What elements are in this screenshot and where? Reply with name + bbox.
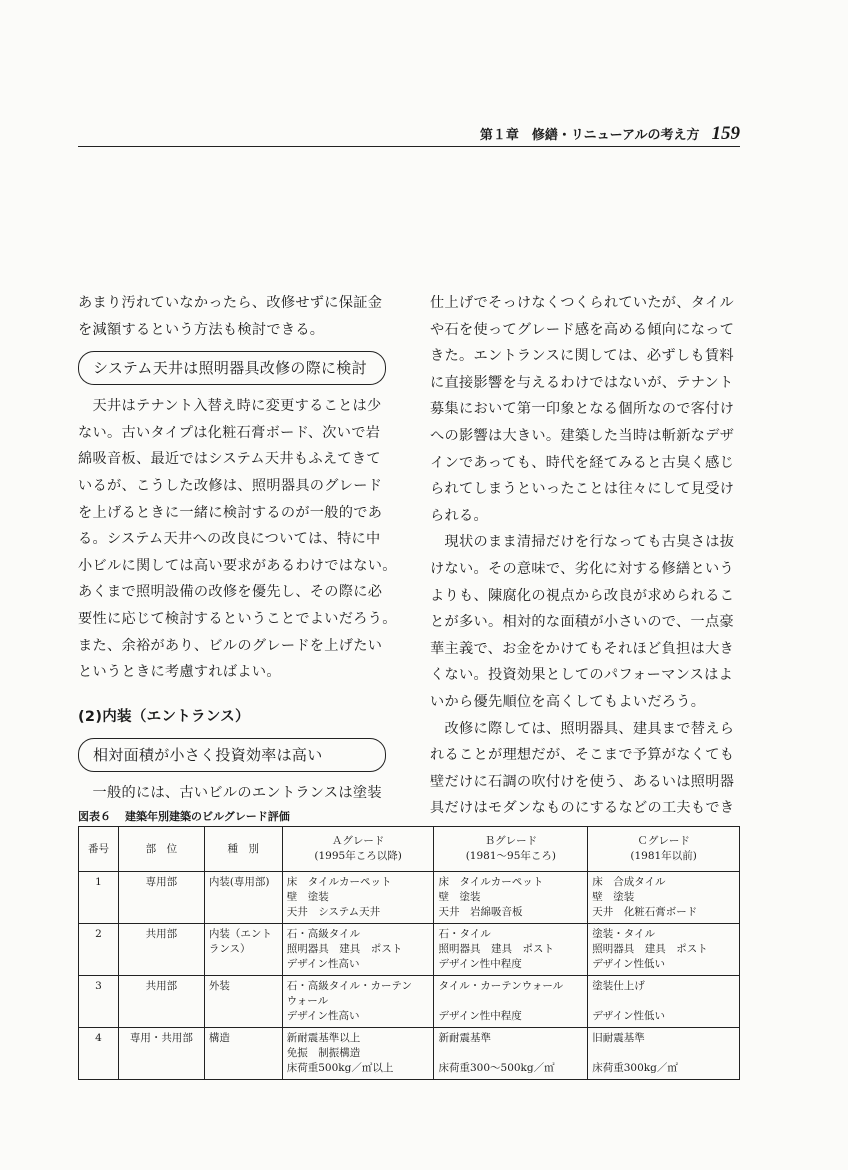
- header-no: 番号: [79, 827, 119, 872]
- cell-part: 共用部: [118, 976, 204, 1028]
- cell-grade-c: [588, 924, 740, 976]
- header-grade-c: [588, 827, 740, 872]
- cell-grade-a: [282, 872, 434, 924]
- header-part: 部 位: [118, 827, 204, 872]
- cell-kind: 内装（エントランス）: [204, 924, 282, 976]
- cell-kind: 構造: [204, 1028, 282, 1080]
- cell-line: デザイン性中程度: [438, 958, 522, 970]
- cell-kind: 内装(専用部): [204, 872, 282, 924]
- cell-grade-b: [434, 976, 588, 1028]
- cell-line: 石・タイル: [438, 928, 491, 940]
- cell-line: 天井 化粧石膏ボード: [592, 906, 698, 918]
- page-number: 159: [711, 123, 740, 144]
- cell-line: 石・高級タイル・カーテン: [286, 980, 412, 992]
- cell-line: 新耐震基準以上: [286, 1032, 361, 1044]
- right-paragraph-1: 仕上げでそっけなくつくられていたが、タイル や石を使ってグレード感を高める傾向になって きた。エントランスに関しては、必ずしも賃料 に直接影響を与えるわけではないが、テナント 募集において第一印象となる個所なので客付け への影響は大きい。建築した当時は斬新なデザ インであっても、時代を経てみると古臭く感じ られてしまうといったことは往々にして見受け られる。: [430, 295, 735, 524]
- grade-c-title: Ｃグレード: [637, 835, 690, 847]
- grade-table: [78, 826, 740, 1080]
- cell-line: 塗装・タイル: [592, 928, 656, 940]
- cell-no: 1: [79, 872, 119, 924]
- cell-line: ウォール: [286, 995, 329, 1007]
- cell-line: [438, 1046, 583, 1061]
- caption-number: 図表６: [78, 810, 111, 823]
- cell-grade-b: [434, 1028, 588, 1080]
- cell-line: [592, 1046, 735, 1061]
- cell-line: 壁 塗装: [438, 891, 481, 903]
- cell-part: 専用部: [118, 872, 204, 924]
- grade-b-sub: (1981～95年ころ): [465, 850, 556, 862]
- table-row: [79, 1028, 740, 1080]
- cell-line: デザイン性高い: [286, 958, 360, 970]
- cell-line: 床荷重500kg／㎡以上: [286, 1062, 394, 1074]
- section-heading-interior: (2)内装（エントランス）: [78, 708, 250, 725]
- cell-line: 新耐震基準: [438, 1032, 491, 1044]
- cell-no: 4: [79, 1028, 119, 1080]
- cell-line: 床荷重300～500kg／㎡: [438, 1062, 555, 1074]
- chapter-title: 第１章 修繕・リニューアルの考え方: [479, 128, 700, 143]
- cell-grade-a: [282, 924, 434, 976]
- cell-line: 床荷重300kg／㎡: [592, 1062, 678, 1074]
- cell-line: 照明器具 建具 ポスト: [438, 943, 554, 955]
- table-row: [79, 924, 740, 976]
- header-grade-b: [434, 827, 588, 872]
- cell-line: 照明器具 建具 ポスト: [592, 943, 708, 955]
- cell-line: 床 合成タイル: [592, 876, 666, 888]
- right-column: [430, 290, 750, 822]
- cell-line: 壁 塗装: [592, 891, 635, 903]
- cell-grade-b: [434, 924, 588, 976]
- running-header: [78, 122, 740, 147]
- left-paragraph-3: 一般的には、古いビルのエントランスは塗装: [78, 785, 382, 802]
- subheading-box-ceiling: システム天井は照明器具改修の際に検討: [78, 351, 386, 385]
- subheading-box-efficiency: 相対面積が小さく投資効率は高い: [78, 738, 386, 772]
- left-paragraph-2: 天井はテナント入替え時に変更することは少 ない。古いタイプは化粧石膏ボード、次いで岩 綿吸音板、最近ではシステム天井もふえてきて いるが、こうした改修は、照明器具のグレード を上げるときに一緒に検討するのが一般的であ る。システム天井への改良については、特に中 小ビルに関しては高い要求があるわけではない。 あくまで照明設備の改修を優先し、その際に必 要性に応じて検討するということでよいだろう。 また、余裕があり、ビルのグレードを上げたい というときに考慮すればよい。: [78, 398, 397, 681]
- cell-grade-c: [588, 872, 740, 924]
- cell-line: デザイン性低い: [592, 958, 665, 970]
- cell-line: 床 タイルカーペット: [438, 876, 544, 888]
- table-caption: [78, 808, 304, 824]
- grade-a-title: Ａグレード: [331, 835, 385, 847]
- cell-line: 塗装仕上げ: [592, 980, 645, 992]
- cell-part: 専用・共用部: [118, 1028, 204, 1080]
- cell-line: 天井 岩綿吸音板: [438, 906, 523, 918]
- table-header-row: [79, 827, 740, 872]
- right-paragraph-3: 改修に際しては、照明器具、建具まで替えら れることが理想だが、そこまで予算がなくても 壁だけに石調の吹付けを使う、あるいは照明器 具だけはモダンなものにするなどの工夫もでき: [430, 720, 735, 817]
- cell-grade-c: [588, 1028, 740, 1080]
- cell-line: 天井 システム天井: [286, 906, 381, 918]
- header-grade-a: [282, 827, 434, 872]
- header-kind: 種 別: [204, 827, 282, 872]
- right-paragraph-2: 現状のまま清掃だけを行なっても古臭さは抜 けない。その意味で、劣化に対する修繕という よりも、陳腐化の視点から改良が求められるこ とが多い。相対的な面積が小さいので、一点豪 華主義で、お金をかけてもそれほど負担は大き くない。投資効果としてのパフォーマンスはよ いから優先順位を高くしてもよいだろう。: [430, 534, 735, 710]
- cell-line: 照明器具 建具 ポスト: [286, 943, 403, 955]
- cell-line: 床 タイルカーペット: [286, 876, 392, 888]
- grade-a-sub: (1995年ころ以降): [314, 850, 402, 862]
- table-row: [79, 976, 740, 1028]
- caption-title: 建築年別建築のビルグレード評価: [125, 810, 290, 823]
- cell-grade-a: [282, 976, 434, 1028]
- cell-line: デザイン性高い: [286, 1010, 360, 1022]
- cell-part: 共用部: [118, 924, 204, 976]
- grade-c-sub: (1981年以前): [630, 850, 697, 862]
- cell-no: 2: [79, 924, 119, 976]
- cell-line: 免振 制振構造: [286, 1047, 361, 1059]
- cell-line: 壁 塗装: [286, 891, 329, 903]
- cell-line: デザイン性低い: [592, 1010, 665, 1022]
- table-row: [79, 872, 740, 924]
- left-column: [78, 290, 398, 807]
- cell-line: 旧耐震基準: [592, 1032, 645, 1044]
- cell-grade-a: [282, 1028, 434, 1080]
- left-paragraph-1: あまり汚れていなかったら、改修せずに保証金 を減額するという方法も検討できる。: [78, 295, 383, 338]
- cell-grade-b: [434, 872, 588, 924]
- cell-grade-c: [588, 976, 740, 1028]
- grade-b-title: Ｂグレード: [484, 835, 538, 847]
- cell-line: [438, 994, 583, 1009]
- cell-no: 3: [79, 976, 119, 1028]
- cell-line: タイル・カーテンウォール: [438, 980, 564, 992]
- cell-line: [592, 994, 735, 1009]
- cell-kind: 外装: [204, 976, 282, 1028]
- cell-line: デザイン性中程度: [438, 1010, 522, 1022]
- cell-line: 石・高級タイル: [286, 928, 361, 940]
